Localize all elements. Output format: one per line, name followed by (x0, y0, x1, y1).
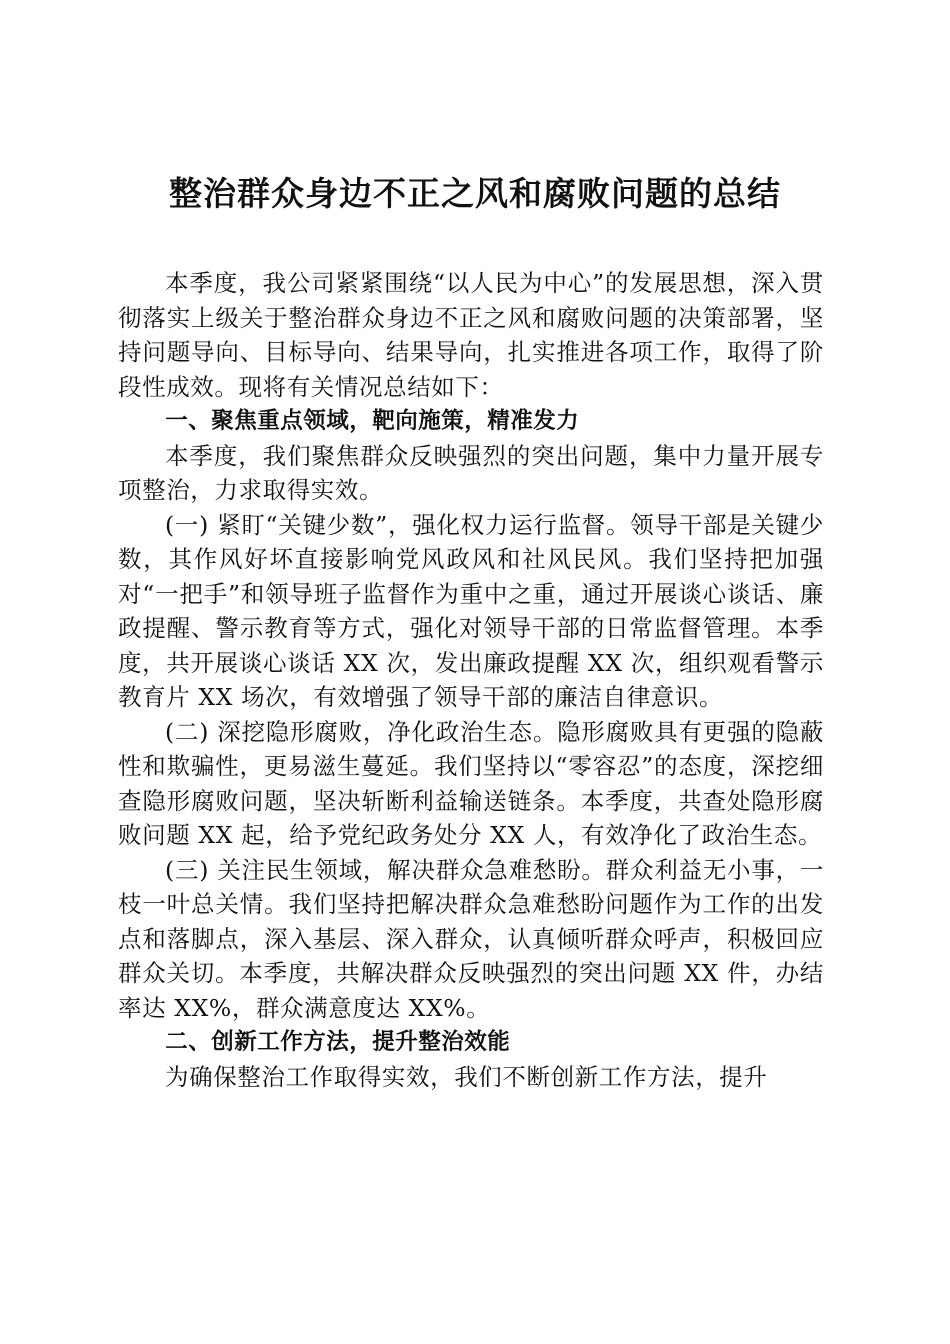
document-body (118, 266, 824, 1094)
item-1-text: 领导干部是关键少数，其作风好坏直接影响党风政风和社风民风。我们坚持把加强对“一把手”和领导班子监督作为重中之重，通过开展谈心谈话、廉政提醒、警示教育等方式，强化对领导干部的日常监督管理。本季度，共开展谈心谈话 XX 次，发出廉政提醒 XX 次，组织观看警示教育片 XX 场次，有效增强了领导干部的廉洁自律意识。 (118, 510, 824, 711)
item-2-text: 隐形腐败具有更强的隐蔽性和欺骗性，更易滋生蔓延。我们坚持以“零容忍”的态度，深挖细查隐形腐败问题，坚决斩断利益输送链条。本季度，共查处隐形腐败问题 XX 起，给予党纪政务处分 XX 人，有效净化了政治生态。 (118, 717, 824, 849)
section-1-heading: 一、聚焦重点领域，靶向施策，精准发力 (165, 408, 580, 434)
item-3-lead: (三) 关注民生领域，解决群众急难愁盼。 (165, 855, 606, 884)
section-1-intro: 本季度，我们聚焦群众反映强烈的突出问题，集中力量开展专项整治，力求取得实效。 (118, 441, 824, 504)
section-1-item-3 (118, 853, 824, 1026)
item-3-text: 群众利益无小事，一枝一叶总关情。我们坚持把解决群众急难愁盼问题作为工作的出发点和落脚点，深入基层、深入群众，认真倾听群众呼声，积极回应群众关切。本季度，共解决群众反映强烈的突出问题 XX 件，办结率达 XX%，群众满意度达 XX%。 (118, 855, 824, 1022)
item-1-lead: (一) 紧盯“关键少数”，强化权力运行监督。 (165, 510, 631, 539)
item-2-lead: (二) 深挖隐形腐败，净化政治生态。 (165, 717, 558, 746)
document-title: 整治群众身边不正之风和腐败问题的总结 (169, 174, 781, 213)
section-2-heading: 二、创新工作方法，提升整治效能 (165, 1029, 511, 1055)
section-2-intro: 为确保整治工作取得实效，我们不断创新工作方法，提升 (165, 1062, 768, 1091)
intro-paragraph: 本季度，我公司紧紧围绕“以人民为中心”的发展思想，深入贯彻落实上级关于整治群众身边不正之风和腐败问题的决策部署，坚持问题导向、目标导向、结果导向，扎实推进各项工作，取得了阶段性成效。现将有关情况总结如下： (118, 269, 824, 401)
section-1-item-2 (118, 715, 824, 853)
section-1-item-1 (118, 508, 824, 715)
